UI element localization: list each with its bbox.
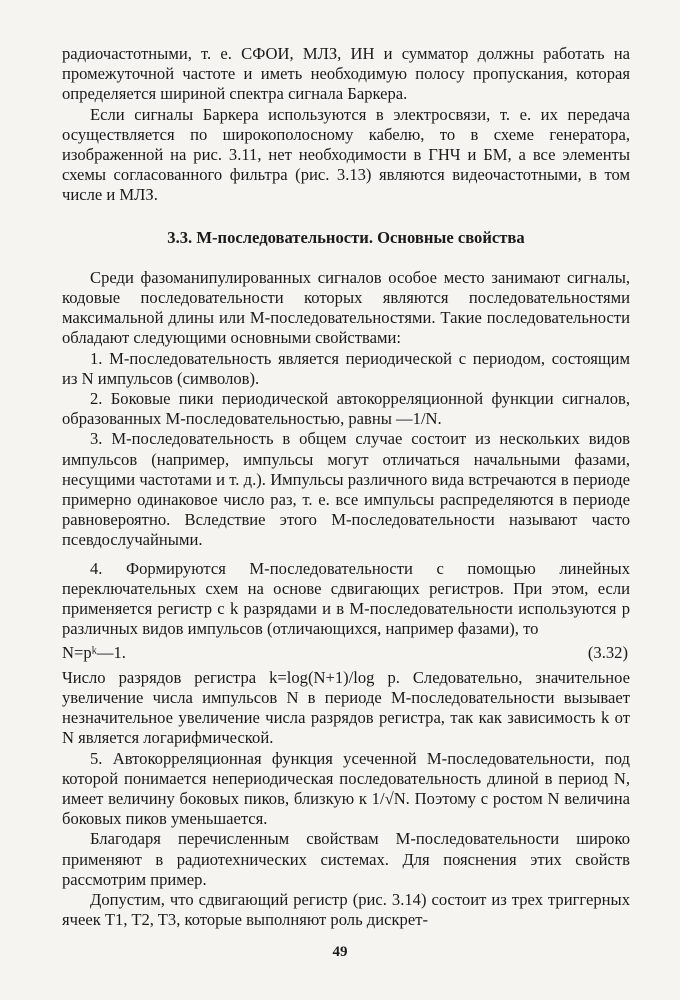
property-3: 3. M-последовательность в общем случае состоит из нескольких видов импульсов (например, импульсы могут отличаться начальными фазами, несущими частотами и т. д.). Импульсы различного вида встречаются в периоде примерно одинаковое число раз, т. е. все импульсы распределяются в периоде равновероятно. Вследствие этого M-последовательности называют часто псевдослучайными. — [62, 429, 630, 550]
paragraph-1: радиочастотными, т. е. СФОИ, МЛЗ, ИН и сумматор должны работать на промежуточной частоте и иметь необходимую полосу пропускания, которая определяется шириной спектра сигнала Баркера. — [62, 44, 630, 104]
property-2: 2. Боковые пики периодической автокорреляционной функции сигналов, образованных M-последовательностью, равны —1/N. — [62, 389, 630, 429]
spacer — [62, 551, 630, 559]
paragraph-register: Число разрядов регистра k=log(N+1)/log p. Следовательно, значительное увеличение числа импульсов N в периоде M-последовательности вызывает незначительное увеличение числа разрядов регистра, так как зависимость k от N является логарифмической. — [62, 667, 630, 748]
paragraph-example: Допустим, что сдвигающий регистр (рис. 3.14) состоит из трех триггерных ячеек T1, T2, T3, которые выполняют роль дискрет- — [62, 889, 630, 930]
property-4: 4. Формируются M-последовательности с помощью линейных переключательных схем на основе сдвигающих регистров. При этом, если применяется регистр с k разрядами и в M-последовательности используются p различных видов импульсов (отличающихся, например фазами), то — [62, 558, 630, 639]
paragraph-summary: Благодаря перечисленным свойствам M-последовательности широко применяют в радиотехнических системах. Для пояснения этих свойств рассмотрим пример. — [62, 829, 630, 889]
formula-number: (3.32) — [587, 643, 628, 663]
property-1: 1. M-последовательность является периодической с периодом, состоящим из N импульсов (символов). — [62, 348, 630, 388]
formula — [62, 643, 630, 663]
page-body — [62, 44, 630, 930]
page-number: 49 — [332, 944, 348, 960]
paragraph-intro: Среди фазоманипулированных сигналов особое место занимают сигналы, кодовые последовательности которых являются последовательностями максимальной длины или M-последовательностями. Такие последовательности обладают следующими основными свойствами: — [62, 267, 630, 348]
section-heading: 3.3. M-последовательности. Основные свойства — [167, 227, 525, 247]
property-5: 5. Автокорреляционная функция усеченной M-последовательности, под которой понимается непериодическая последовательность длиной в период N, имеет величину боковых пиков, близкую к 1/√N. Поэтому с ростом N величина боковых пиков уменьшается. — [62, 748, 630, 829]
formula-text: N=pᵏ—1. — [62, 643, 126, 663]
paragraph-2: Если сигналы Баркера используются в электросвязи, т. е. их передача осуществляется по широкополосному кабелю, то в схеме генератора, изображенной на рис. 3.11, нет необходимости в ГНЧ и БМ, а все элементы схемы согласованного фильтра (рис. 3.13) являются видеочастотными, в том числе и МЛЗ. — [62, 104, 630, 205]
